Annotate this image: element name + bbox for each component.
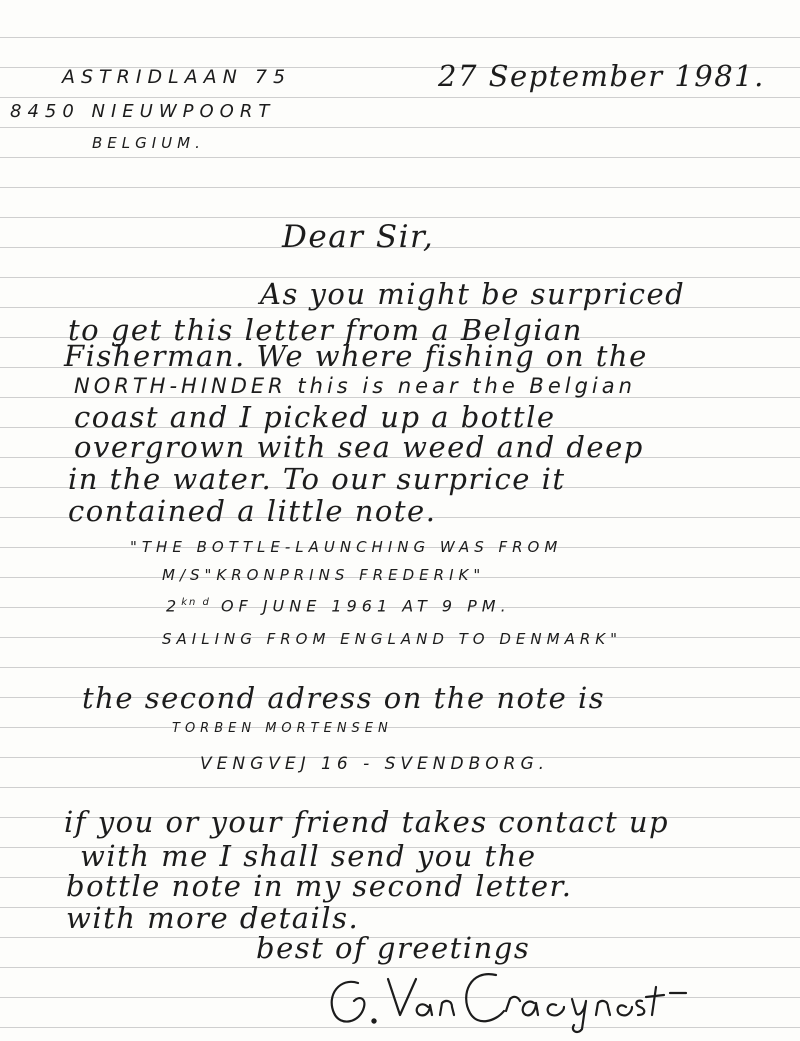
body-line: overgrown with sea weed and deep xyxy=(74,430,644,464)
quote-line xyxy=(166,598,511,614)
quote-date-rest: OF JUNE 1961 AT 9 PM. xyxy=(220,596,511,616)
quote-line: "THE BOTTLE-LAUNCHING WAS FROM xyxy=(130,538,563,556)
signature xyxy=(320,955,690,1035)
quote-day-suffix: kn d xyxy=(181,597,211,608)
address-line-country: BELGIUM. xyxy=(92,134,205,152)
body-line: in the water. To our surprice it xyxy=(68,462,566,496)
body-line: contained a little note. xyxy=(68,494,437,528)
greeting: best of greetings xyxy=(256,931,531,965)
body-line: NORTH-HINDER this is near the Belgian xyxy=(74,374,636,398)
quote-line: M/S"KRONPRINS FREDERIK" xyxy=(162,566,486,584)
quote-line: SAILING FROM ENGLAND TO DENMARK" xyxy=(162,630,622,648)
address-line-street: ASTRIDLAAN 75 xyxy=(62,66,292,88)
letter-date: 27 September 1981. xyxy=(438,59,765,93)
salutation: Dear Sir, xyxy=(282,219,435,255)
address-line-city: 8450 NIEUWPOORT xyxy=(10,101,276,122)
body-line: coast and I picked up a bottle xyxy=(74,400,556,434)
closing-line: if you or your friend takes contact up xyxy=(64,805,670,839)
second-address-street: VENGVEJ 16 - SVENDBORG. xyxy=(200,754,550,774)
second-address-intro: the second adress on the note is xyxy=(82,681,606,715)
body-line: to get this letter from a Belgian xyxy=(68,313,583,347)
second-address-name: TORBEN MORTENSEN xyxy=(172,721,393,736)
closing-line: with more details. xyxy=(66,901,360,935)
body-line: Fisherman. We where fishing on the xyxy=(64,339,648,373)
signature-drawing xyxy=(320,955,690,1035)
closing-line: with me I shall send you the xyxy=(80,839,537,873)
quote-day: 2 xyxy=(166,596,182,616)
closing-line: bottle note in my second letter. xyxy=(66,869,573,903)
body-line: As you might be surpriced xyxy=(260,277,686,311)
